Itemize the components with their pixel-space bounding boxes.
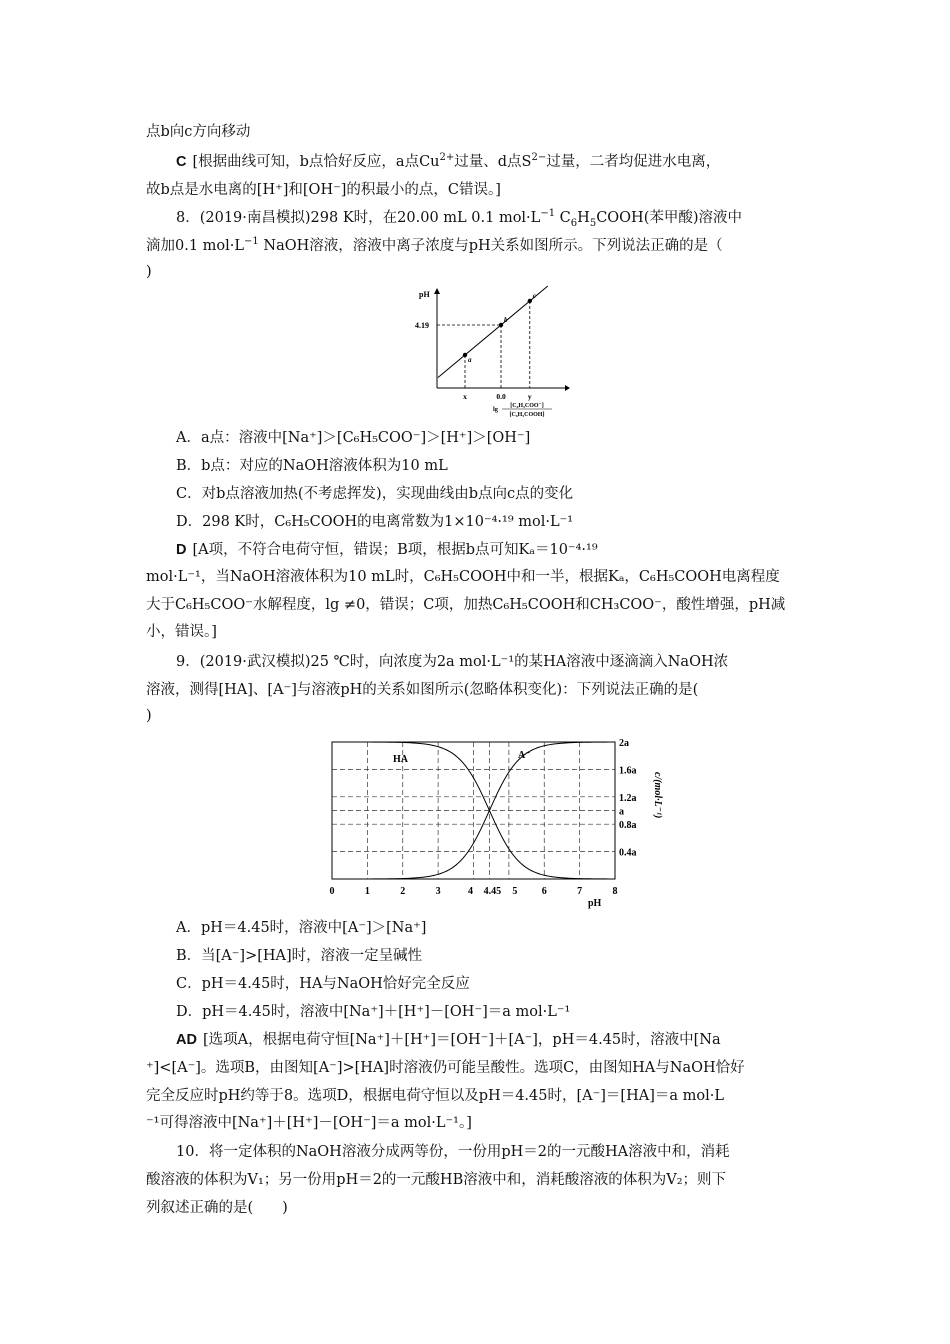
x-tick-zero: 0.0 xyxy=(496,392,506,401)
y-tick-label: 1.6a xyxy=(619,765,637,777)
q8-text-b: C xyxy=(555,210,571,226)
point-a xyxy=(463,353,467,357)
q8-text-e: 滴加0.1 mol·L xyxy=(146,238,245,254)
x-axis-arrow-icon xyxy=(565,385,570,391)
q9-answer-text: [选项A，根据电荷守恒[Na⁺]＋[H⁺]＝[OH⁻]＋[A⁻]，pH＝4.45时，溶液中[Na xyxy=(202,1032,721,1048)
q9-stem-line-2: 溶液，测得[HA]、[A⁻]与溶液pH的关系如图所示(忽略体积变化)：下列说法正确的是( xyxy=(146,682,699,698)
q8-option-d: D．298 K时，C₆H₅COOH的电离常数为1×10⁻⁴·¹⁹ mol·L⁻¹ xyxy=(176,514,574,530)
cu-charge: 2+ xyxy=(439,152,455,164)
x-tick-label: 0 xyxy=(329,886,335,897)
answer-7-letter: C xyxy=(176,154,187,170)
point-label-c: c xyxy=(532,292,536,300)
answer-7-text-b: 过量、d点S xyxy=(454,154,532,170)
q8-option-b: B．b点：对应的NaOH溶液体积为10 mL xyxy=(176,458,448,474)
q9-answer-letter: AD xyxy=(176,1032,197,1048)
q8-answer-line-3: 大于C₆H₅COO⁻水解程度，lg ≠0，错误；C项，加热C₆H₅COOH和CH₃COO⁻，酸性增强，pH减 xyxy=(146,597,786,613)
y-axis-label: c/(mol·L⁻¹) xyxy=(652,772,663,819)
x-tick-label: 2 xyxy=(400,886,406,897)
x-tick-label: 7 xyxy=(577,886,583,897)
x-tick-label: 4 xyxy=(468,886,473,897)
y-tick-label: 0.8a xyxy=(619,820,637,832)
s-charge: 2− xyxy=(531,152,547,164)
q9-answer-line-1 xyxy=(176,1030,721,1050)
q8-sub-b: 5 xyxy=(589,217,597,229)
y-tick-label: 2a xyxy=(619,738,629,749)
point-label-a: a xyxy=(468,356,472,364)
x-tick-label: 6 xyxy=(541,886,547,897)
q10-stem-line-3: 列叙述正确的是( ) xyxy=(146,1200,288,1216)
y-tick-label: 0.4a xyxy=(619,847,637,859)
q10-stem-line-1: 10．将一定体积的NaOH溶液分成两等份，一份用pH＝2的一元酸HA溶液中和，消耗 xyxy=(176,1144,730,1160)
answer-7-text-c: 过量，二者均促进水电离， xyxy=(546,154,721,170)
x-tick-label: 1 xyxy=(364,886,370,897)
q8-option-c: C．对b点溶液加热(不考虑挥发)，实现曲线由b点向c点的变化 xyxy=(176,486,574,502)
q8-answer-line-1 xyxy=(176,540,598,560)
answer-7-text-a: [根据曲线可知，b点恰好反应，a点Cu xyxy=(192,154,440,170)
point-label-b: b xyxy=(504,316,508,324)
point-b xyxy=(499,323,503,327)
q9-answer-line-4: ⁻¹可得溶液中[Na⁺]＋[H⁺]－[OH⁻]＝a mol·L⁻¹。] xyxy=(146,1115,472,1131)
q8-answer-letter: D xyxy=(176,542,187,558)
carryover-line: 点b向c方向移动 xyxy=(146,124,251,140)
q9-stem-line-3: ) xyxy=(146,708,152,724)
q9-option-c: C．pH＝4.45时，HA与NaOH恰好完全反应 xyxy=(176,976,470,992)
q9-answer-line-2: ⁺]<[A⁻]。选项B，由图知[A⁻]>[HA]时溶液仍可能呈酸性。选项C，由图知HA与NaOH恰好 xyxy=(146,1060,745,1076)
x-tick-label: 4.45 xyxy=(483,886,502,897)
q8-text-a: 8．(2019·南昌模拟)298 K时，在20.00 mL 0.1 mol·L xyxy=(176,210,541,226)
y-tick-label: 1.2a xyxy=(619,792,637,804)
q8-text-d: COOH(苯甲酸)溶液中 xyxy=(596,210,743,226)
q8-stem-line-2 xyxy=(146,236,723,256)
x-tick-label: 8 xyxy=(612,886,618,897)
ph-vs-log-ratio-chart xyxy=(415,280,570,420)
q10-stem-line-2: 酸溶液的体积为V₁；另一份用pH＝2的一元酸HB溶液中和，消耗酸溶液的体积为V₂；则下 xyxy=(146,1172,727,1188)
y-axis-arrow-icon xyxy=(434,288,440,294)
x-label-prefix: lg xyxy=(493,406,499,413)
x-label-numerator: [C₆H₅COO⁻] xyxy=(510,403,544,409)
x-label-denominator: [C₆H₅COOH] xyxy=(509,412,545,418)
q9-option-b: B．当[A⁻]>[HA]时，溶液一定呈碱性 xyxy=(176,948,423,964)
q9-stem-line-1: 9．(2019·武汉模拟)25 ℃时，向浓度为2a mol·L⁻¹的某HA溶液中逐滴滴入NaOH浓 xyxy=(176,654,729,670)
point-c xyxy=(528,299,532,303)
y-axis-label: pH xyxy=(419,290,430,299)
q8-answer-line-2: mol·L⁻¹，当NaOH溶液体积为10 mL时，C₆H₅COOH中和一半，根据Kₐ，C₆H₅COOH电离程度 xyxy=(146,569,780,585)
concentration-vs-ph-chart xyxy=(320,736,670,916)
answer-7-line-1 xyxy=(176,152,720,172)
q8-answer-line-4: 小，错误。] xyxy=(146,624,217,640)
q9-option-a: A．pH＝4.45时，溶液中[A⁻]＞[Na⁺] xyxy=(176,920,427,936)
series-label-ha: HA xyxy=(393,754,408,765)
q8-text-c: H xyxy=(577,210,590,226)
x-tick-label: 3 xyxy=(435,886,441,897)
x-tick-x: x xyxy=(463,392,467,401)
q8-option-a: A．a点：溶液中[Na⁺]＞[C₆H₅COO⁻]＞[H⁺]＞[OH⁻] xyxy=(176,430,531,446)
q8-answer-text: [A项，不符合电荷守恒，错误；B项，根据b点可知Kₐ＝10⁻⁴·¹⁹ xyxy=(192,542,598,558)
answer-7-line-2: 故b点是水电离的[H⁺]和[OH⁻]的积最小的点，C错误。] xyxy=(146,182,501,198)
x-axis-label: pH xyxy=(588,898,602,909)
y-tick-label: a xyxy=(619,806,624,818)
x-tick-y: y xyxy=(527,392,532,401)
q8-sub-a: 6 xyxy=(570,217,578,229)
q8-sup-a: −1 xyxy=(540,208,556,220)
q8-stem-line-3: ) xyxy=(146,264,152,280)
q8-stem-line-1 xyxy=(176,208,742,228)
series-label-a-minus: A⁻ xyxy=(518,750,531,761)
q9-option-d: D．pH＝4.45时，溶液中[Na⁺]＋[H⁺]－[OH⁻]＝a mol·L⁻¹ xyxy=(176,1004,571,1020)
q8-text-f: NaOH溶液，溶液中离子浓度与pH关系如图所示。下列说法正确的是（ xyxy=(258,238,723,254)
q9-answer-line-3: 完全反应时pH约等于8。选项D，根据电荷守恒以及pH＝4.45时，[A⁻]＝[HA]＝a mol·L xyxy=(146,1088,724,1104)
x-tick-label: 5 xyxy=(512,886,518,897)
y-tick-label: 4.19 xyxy=(415,321,429,330)
q8-sup-b: −1 xyxy=(244,236,259,248)
